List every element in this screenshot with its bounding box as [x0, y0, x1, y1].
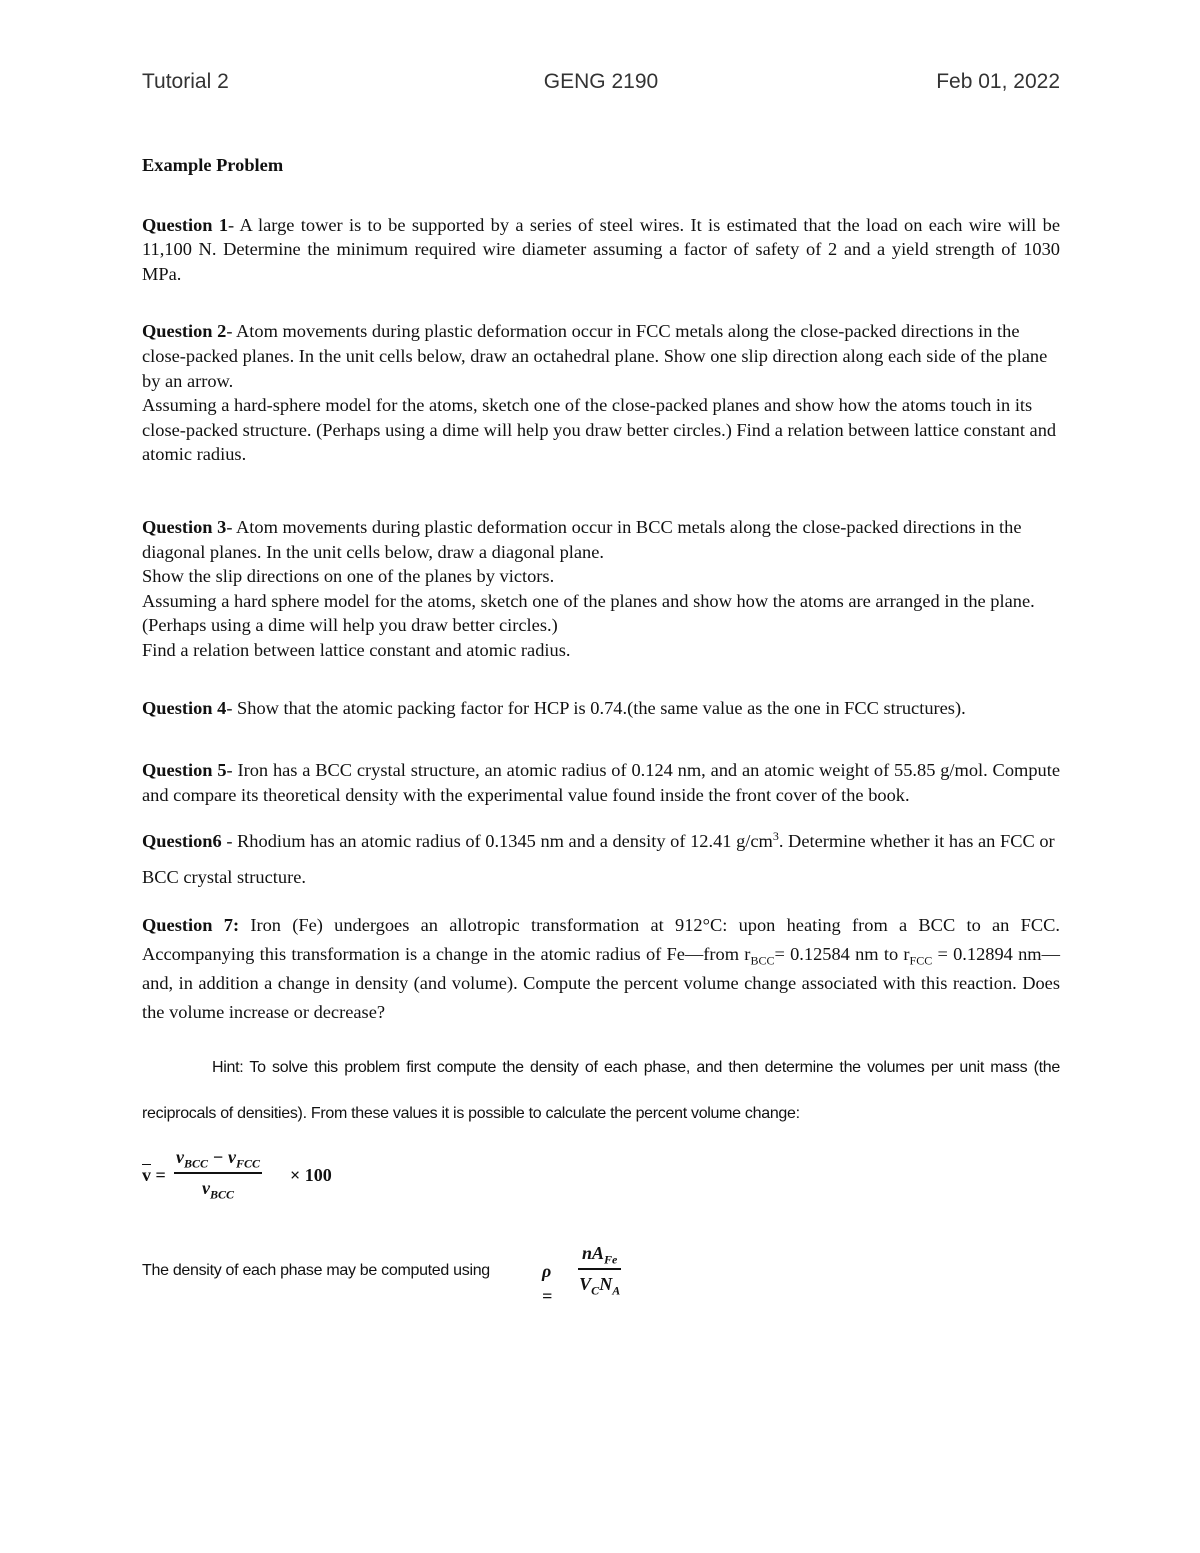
question-3-part-3: Assuming a hard sphere model for the atoms, sketch one of the planes and show how the atoms are arranged in the plane. (Perhaps using a dime will help you draw better circles.) [142, 590, 1035, 636]
equation-denominator: $V_CN_A$ [579, 1273, 621, 1298]
page-header [142, 70, 1060, 102]
hint-paragraph [142, 1045, 1060, 1137]
density-equation-line: The density of each phase may be computed using ρ = $nA_{Fe}$ $V_CN_A$ [142, 1243, 621, 1306]
question-2-part-2: Assuming a hard-sphere model for the atoms, sketch one of the close-packed planes and show how the atoms touch in its close-packed structure. (Perhaps using a dime will help you draw better circles.) Find a relation between lattice constant and atomic radius. [142, 395, 1057, 465]
document-body [142, 153, 1061, 1306]
question-label: Question 5 [142, 760, 227, 781]
question-text: - A large tower is to be supported by a series of steel wires. It is estimated that the load on each wire will be 11,100 N. Determine the minimum required wire diameter assuming a factor of safety of 2 and a yield strength of 1030 MPa. [142, 214, 1060, 284]
question-label: Question6 [142, 831, 222, 852]
question-4 [142, 696, 1060, 721]
question-3 [142, 515, 1060, 564]
question-6: Question6 - Rhodium has an atomic radius of 0.1345 nm and a density of 12.41 $g/cm^3$. Determine whether it has an FCC or BCC crystal structure. [142, 829, 1055, 888]
density-equation-text: The density of each phase may be computed using [142, 1262, 490, 1280]
question-2 [142, 319, 1060, 393]
equation-denominator: $v_{BCC}$ [201, 1177, 234, 1202]
equation-numerator: $v_{BCC} - v_{FCC}$ [174, 1145, 262, 1174]
question-label: Question 7: [142, 915, 240, 936]
hint-text: Hint: To solve this problem first compute the density of each phase, and then determine the volumes per unit mass (the reciprocals of densities). From these values it is possible to calculate the percent volume change: [142, 1059, 1060, 1123]
equation-numerator: $nA_{Fe}$ [578, 1241, 621, 1270]
question-text: - Iron has a BCC crystal structure, an atomic radius of 0.124 nm, and an atomic weight of 55.85 g/mol. Compute and compare its theoretical density with the experimental value found inside the front cover of the book. [142, 760, 1060, 805]
question-text: - Atom movements during plastic deformation occur in BCC metals along the close-packed directions in the diagonal planes. In the unit cells below, draw a diagonal plane. [142, 516, 1022, 562]
question-3-part-2: Show the slip directions on one of the planes by victors. [142, 566, 555, 587]
question-label: Question 1 [142, 214, 229, 235]
header-right: Feb 01, 2022 [936, 70, 1060, 93]
question-label: Question 3 [142, 516, 227, 537]
question-label: Question 4 [142, 697, 227, 718]
header-center: GENG 2190 [543, 70, 659, 93]
question-text: - Atom movements during plastic deformation occur in FCC metals along the close-packed directions in the close-packed planes. In the unit cells below, draw an octahedral plane. Show one slip direction along each side of the plane by an arrow. [142, 321, 1048, 391]
section-title: Example Problem [142, 155, 284, 175]
question-1 [142, 213, 1060, 287]
question-label: Question 2 [142, 321, 227, 342]
volume-change-equation: $\overline{v}$ = $v_{BCC} - v_{FCC}$ $v_{BCC}$ × 100 [142, 1147, 332, 1202]
header-left: Tutorial 2 [142, 70, 229, 93]
question-3-part-4: Find a relation between lattice constant and atomic radius. [142, 639, 571, 660]
question-5 [142, 758, 1060, 807]
question-text: - Show that the atomic packing factor for HCP is 0.74.(the same value as the one in FCC structures). [226, 697, 966, 718]
question-7: Question 7: Iron (Fe) undergoes an allotropic transformation at 912°C: upon heating from a BCC to an FCC. Accompanying this transformation is a change in the atomic radius of Fe—from $r_{BCC}= 0.12584$ nm to $r_{FCC} = 0.12894$ nm—and, in addition a change in density (and volume). Compute the percent volume change associated with this reaction. Does the volume increase or decrease? [142, 915, 1061, 1023]
